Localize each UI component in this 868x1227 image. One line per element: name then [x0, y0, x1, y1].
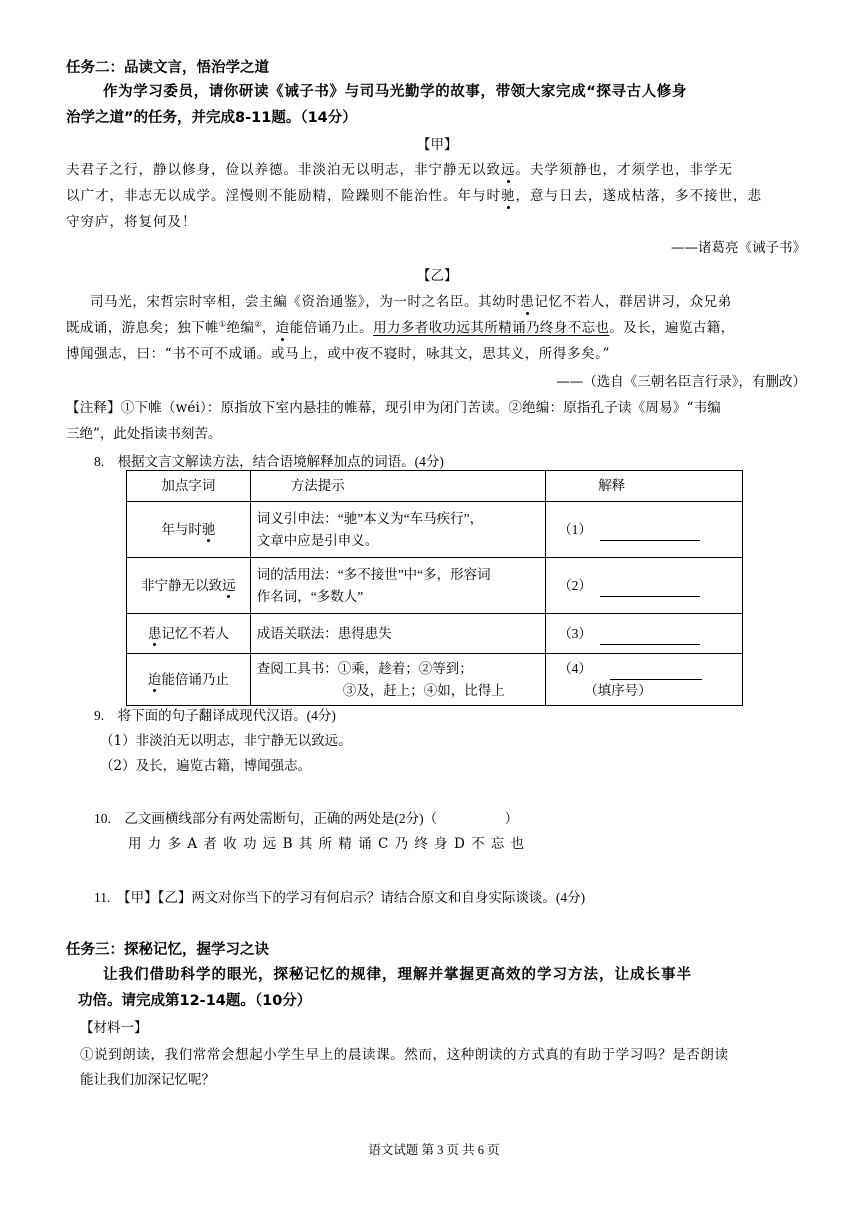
answer-blank-1[interactable]: （1） [546, 502, 743, 558]
q10-stem: 10. 乙文画横线部分有两处需断句，正确的两处是(2分)（ ） [94, 811, 519, 826]
q9-item1: （1）非淡泊无以明志，非宁静无以致远。 [100, 733, 352, 749]
jia-line2: 以广才，非志无以成学。淫慢则不能励精，险躁则不能治性。年与时驰，意与日去，遂成枯落，多不接世，悲 [66, 188, 762, 204]
row-hint: 成语关联法：患得患失 [250, 614, 545, 654]
row-word: 非宁静无以致远 [127, 558, 251, 614]
task3-heading: 任务三：探秘记忆，握学习之诀 [66, 942, 269, 958]
underlined-sentence: 用力多者收功远其所精诵乃终身不忘也 [373, 320, 610, 336]
jia-line3: 守穷庐，将复何及！ [66, 214, 197, 230]
q9-item2: （2）及长，遍览古籍，博闻强志。 [100, 758, 312, 774]
material-line1: ①说到朗读，我们常常会想起小学生早上的晨读课。然而，这种朗读的方式真的有助于学习吗？是否朗读 [80, 1047, 729, 1063]
task3-intro-line1: 让我们借助科学的眼光，探秘记忆的规律，理解并掌握更高效的学习方法，让成长事半 [103, 967, 692, 983]
yi-line2: 既成诵，游息矣；独下帷①绝编②，迨能倍诵乃止。用力多者收功远其所精诵乃终身不忘也。及长，遍览古籍， [66, 319, 735, 336]
yi-line1: 司马光，宋哲宗时宰相，尝主編《资治通鉴》，为一时之名臣。其幼时患记忆不若人，群居讲习，众兄弟 [90, 294, 732, 310]
answer-blank-3[interactable]: （3） [546, 614, 743, 654]
q8-table [126, 470, 743, 706]
table-row [127, 558, 743, 614]
yi-source: ——（选自《三朝名臣言行录》，有删改） [556, 374, 806, 390]
q8-stem: 8. 根据文言文解读方法，结合语境解释加点的词语。(4分) [94, 454, 444, 469]
page-footer: 语文试题 第 3 页 共 6 页 [368, 1143, 500, 1157]
row-hint: 词义引申法：“驰”本义为“车马疾行”， 文章中应是引申义。 [250, 502, 545, 558]
jia-line1: 夫君子之行，静以修身，俭以养德。非淡泊无以明志，非宁静无以致远。夫学须静也，才须学也，非学无 [66, 162, 733, 178]
yi-line3: 博闻强志，曰：“书不可不成诵。或马上，或中夜不寝时，咏其文，思其义，所得多矣。” [66, 346, 611, 362]
row-word: 迨能倍诵乃止 [127, 654, 251, 706]
task2-heading: 任务二：品读文言，悟治学之道 [66, 60, 269, 76]
answer-blank-4[interactable]: （4） （填序号） [546, 654, 743, 706]
task2-intro-line2: 治学之道”的任务，并完成8-11题。（14分） [66, 110, 357, 126]
row-hint: 词的活用法：“多不接世”中“多，形容词 作名词，“多数人” [250, 558, 545, 614]
task3-intro-line2: 功倍。请完成第12-14题。（10分） [78, 993, 312, 1009]
header-answer: 解释 [546, 471, 743, 502]
header-hint: 方法提示 [250, 471, 545, 502]
table-header-row [127, 471, 743, 502]
row-word: 年与时驰 [127, 502, 251, 558]
table-row [127, 502, 743, 558]
yi-label: 【乙】 [417, 268, 458, 284]
q10-options: 用 力 多 A 者 收 功 远 B 其 所 精 诵 C 乃 终 身 D 不 忘 也 [128, 836, 526, 852]
material-line2: 能让我们加深记忆呢？ [80, 1072, 215, 1088]
jia-label: 【甲】 [417, 137, 458, 153]
row-word: 患记忆不若人 [127, 614, 251, 654]
q11-stem: 11. 【甲】【乙】两文对你当下的学习有何启示？请结合原文和自身实际谈谈。(4分) [94, 890, 586, 905]
header-word: 加点字词 [127, 471, 251, 502]
q9-stem: 9. 将下面的句子翻译成现代汉语。(4分) [94, 708, 336, 723]
note-line2: 三绝”，此处指读书刻苦。 [66, 426, 222, 442]
material-label: 【材料一】 [80, 1020, 148, 1036]
jia-source: ——诸葛亮《诫子书》 [671, 240, 806, 256]
task2-intro-line1: 作为学习委员，请你研读《诫子书》与司马光勤学的故事，带领大家完成“探寻古人修身 [103, 84, 687, 100]
answer-blank-2[interactable]: （2） [546, 558, 743, 614]
table-row [127, 654, 743, 706]
row-hint: 查阅工具书：①乘，趁着；②等到； ③及，赶上；④如，比得上 [250, 654, 545, 706]
note-line1: 【注释】①下帷（wéi）：原指放下室内悬挂的帷幕，现引申为闭门苦读。②绝编：原指孔子读《周易》“韦编 [66, 400, 722, 416]
table-row [127, 614, 743, 654]
